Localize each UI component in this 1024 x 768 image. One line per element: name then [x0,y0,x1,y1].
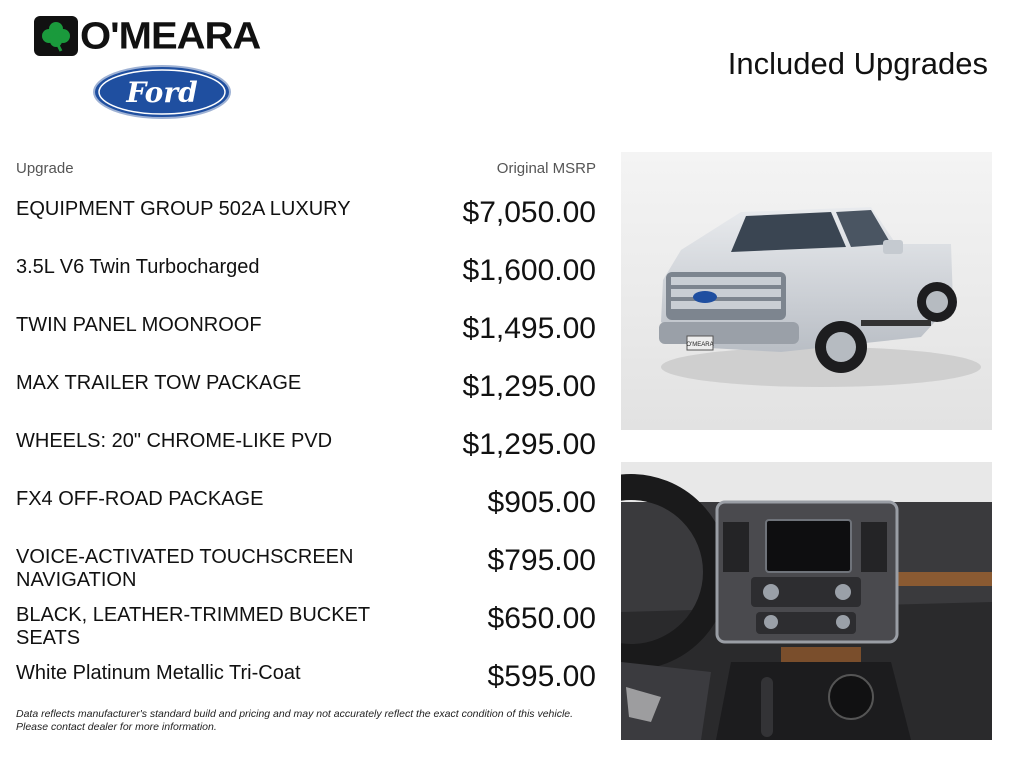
upgrade-name: 3.5L V6 Twin Turbocharged [16,256,260,278]
upgrade-price: $1,295.00 [462,370,596,403]
upgrade-list [16,190,596,712]
upgrade-row [16,190,596,248]
upgrade-name: VOICE-ACTIVATED TOUCHSCREEN NAVIGATION [16,546,354,591]
plate-text: O'MEARA [686,342,714,348]
table-header [16,160,596,182]
upgrade-name: WHEELS: 20" CHROME-LIKE PVD [16,430,333,452]
upgrade-row [16,654,596,712]
upgrade-name: TWIN PANEL MOONROOF [16,314,262,336]
ford-logo-text: Ford [126,76,198,109]
disclaimer-text: Data reflects manufacturer's standard build and pricing and may not accurately reflect the exact condition of this vehicle. Please contact dealer for more information. [16,708,574,733]
upgrade-row [16,596,596,654]
upgrade-price: $1,495.00 [462,312,596,345]
upgrade-price: $795.00 [487,544,596,577]
ford-logo [92,64,232,120]
upgrade-row [16,364,596,422]
dealer-logo [34,14,294,124]
upgrade-price: $650.00 [487,602,596,635]
column-header-upgrade: Upgrade [16,160,74,177]
upgrade-price: $7,050.00 [462,196,596,229]
upgrade-name: White Platinum Metallic Tri-Coat [16,662,301,684]
upgrade-row [16,422,596,480]
page-title: Included Upgrades [727,46,988,81]
upgrade-price: $595.00 [487,660,596,693]
column-header-msrp: Original MSRP [496,160,596,177]
upgrade-name: FX4 OFF-ROAD PACKAGE [16,488,264,510]
upgrade-price: $1,600.00 [462,254,596,287]
upgrade-name: BLACK, LEATHER-TRIMMED BUCKET SEATS [16,604,370,649]
upgrade-row [16,538,596,596]
clover-icon [34,16,78,56]
brand-name: O'MEARA [80,15,261,57]
upgrade-row [16,248,596,306]
omeara-logo [34,14,260,58]
upgrade-price: $905.00 [487,486,596,519]
upgrade-row [16,480,596,538]
upgrade-price: $1,295.00 [462,428,596,461]
upgrade-name: EQUIPMENT GROUP 502A LUXURY [16,198,351,220]
truck-exterior-photo [621,152,992,430]
interior-photo [621,462,992,740]
upgrade-row [16,306,596,364]
upgrade-name: MAX TRAILER TOW PACKAGE [16,372,302,394]
